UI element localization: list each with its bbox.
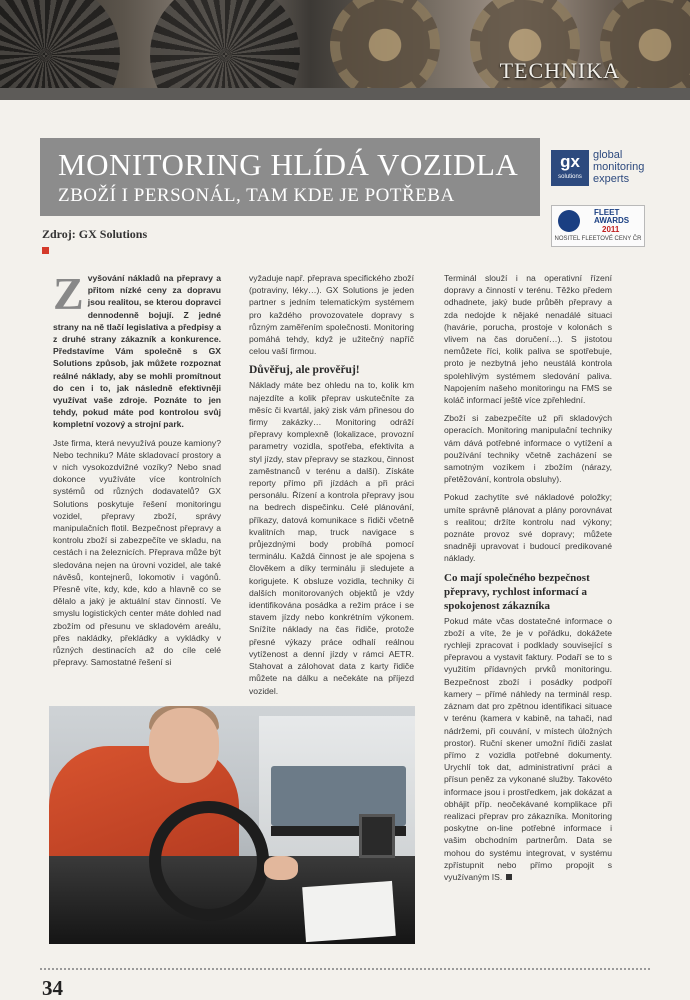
gx-tagline-line2: monitoring [593, 161, 645, 173]
photo-hand [264, 856, 298, 880]
article-title: MONITORING HLÍDÁ VOZIDLA [58, 147, 519, 182]
award-year: 2011 [602, 225, 620, 234]
paragraph-3: Náklady máte bez ohledu na to, kolik km najezdíte a kolik přeprav uskutečníte za měsíc či kvartál, jaký zisk vám přinesou do firmy zakázky… Monitoring odráží přepravy komplexně (lokalizace, provozní parametry vozidla, spotřeba, efektivita a styl jízdy, stav přepravy se stazkou, činnost zaměstnanců v terénu a další). Získáte reporty přímo při jízdách a při práci personálu. Řízení a kontrola přepravy jsou na bedrech dispečinku. Celé plánování, příkazy, datová komunikace s řidiči včetně kvalitních map, truck navigace s průjezdnými body probíhá pomocí terminálu. Každá činnost je ale spojena s člověkem a díky terminálu ji sledujete a korigujete. K obsluze vozidla, techniky či dalších monitorovaných objektů je vždy identifikována posádka a režim práce i se stavem jízdy nebo konkrétním výkonem. Snížíte náklady na čas řidiče, protože přesné výkazy práce odhalí reálnou vytíženost a denní jízdy v rámci AETR. Stahovat a zálohovat data z karty řidiče můžete na dálku a nečekáte na příjezd vozidel. [249, 380, 414, 696]
footer-divider [40, 968, 650, 970]
section-label: TECHNIKA [499, 58, 620, 83]
award-seal-icon [558, 210, 580, 232]
paragraph-5: Zboží si zabezpečíte už při skladových operacích. Monitoring manipulační techniky vám dává potřebné informace o vytížení a používání techniky včetně zacházení se samotným vozíkem i zbožím (nárazy, přetěžování, kontrola obsluhy). [444, 413, 612, 485]
award-line1: FLEET [594, 208, 620, 217]
column-1 [53, 268, 221, 675]
photo-driver-head [149, 708, 219, 783]
photo-terminal-screen [359, 814, 395, 858]
paragraph-6: Pokud zachytíte své nákladové položky; umíte správně plánovat a plány porovnávat s realitou; držíte kontrolu nad výkony; poznáte provoz své dopravy; můžete snadněji upravovat i budoucí predikované náklady. [444, 492, 612, 564]
gx-logo [551, 150, 589, 186]
paragraph-4: Terminál slouží i na operativní řízení dopravy a činností v terénu. Těžko předem odhadnete, jaký bude průběh přepravy a zda nedojde k nějaké nenadálé situaci (havárie, porucha, prostoje v kolonách s vlivem na čas doručení…). S jistotou nemůžete říci, kolik paliva se spotřebuje, proto je nezbytná jeho neustálá kontrola spolehlivým systémem sledování paliva. Napojením našeho monitoringu na FMS se koláč informací ještě více zpřehlední. [444, 273, 612, 406]
gear-image [330, 0, 440, 88]
article-source: Zdroj: GX Solutions [42, 227, 148, 241]
paragraph-2: vyžaduje např. přeprava specifického zboží (potraviny, léky…). GX Solutions je jeden partner s jedním telematickým systémem pro každého provozovatele dopravy s různým zaměřením společnosti. Monitoring pomáhá tehdy, když je užitečný napříč celou vaší firmou. [249, 273, 414, 357]
drop-cap: Z [53, 268, 84, 319]
gx-logo-mark: gx [560, 152, 580, 171]
award-line2: AWARDS [594, 216, 630, 225]
column-3 [444, 272, 612, 889]
lead-paragraph [53, 268, 221, 431]
gx-tagline-line1: global [593, 149, 623, 161]
award-caption: NOSITEL FLEETOVÉ CENY ČR [554, 236, 642, 242]
subheading-2: Co mají společného bezpečnost přepravy, rychlost informací a spokojenost zákazníka [444, 571, 590, 612]
lead-text: vyšování nákladů na přepravy a přitom nízké ceny za dopravu jsou realitou, se kterou dopravci dennodenně bojují. Z jedné strany na ně tlačí legislativa a předpisy a z druhé strany zákazník a konkurence. Představíme Vám společně s GX Solutions způsob, jak můžete rozpoznat reálné náklady, aby se mohli promítnout do cen i to, jak následně efektivněji využívat vaše zdroje. Poznáte to jen tehdy, pokud máte pod kontrolou svůj kompletní vozový a strojní park. [53, 273, 221, 430]
banner-strip [0, 88, 690, 100]
article-subtitle: ZBOŽÍ I PERSONÁL, TAM KDE JE POTŘEBA [58, 185, 455, 206]
end-mark [506, 874, 512, 880]
photo-steering-wheel [149, 801, 269, 921]
paragraph-7-text: Pokud máte včas dostatečné informace o zboží a víte, že je v pořádku, dokážete rychleji zpracovat i podklady související s přepravou a vystavit faktury. Podaří se to s využitím přídavných prvků monitoringu. Bezpečnost zboží i posádky podpoří kamery – přímé náhledy na terminál resp. záznam dat pro zpětnou identifikaci situace v terénu (kamera v kabině, na tahači, nad nádržemi, při couvání, v místech úložných prostor). Ruční skener umožní řidiči zaslat přímo z vozidla potřebné dokumenty. Urychlí tok dat, administrativní práci a přísun peněz za vykonané služby. Takovéto informace jsou i prostředkem, jak dokázat a obhájit příp. neočekávané komplikace při realizaci přeprav pro zákazníka. Monitoring poskytne on-line potřebné informace i vašim obchodním partnerům. Data se mohou do systému integrovat, v systému zpřístupnit nebo přímo propojit s využívaným IS. [444, 615, 612, 882]
photo-document [302, 881, 396, 942]
award-title [594, 209, 629, 225]
title-box [40, 138, 540, 216]
page-number: 34 [42, 976, 63, 1000]
header-banner [0, 0, 690, 88]
gx-tagline-line3: experts [593, 173, 630, 185]
tire-image-2 [150, 0, 300, 88]
red-square-marker [42, 247, 49, 254]
gx-tagline [593, 149, 644, 185]
gx-logo-sub: solutions [558, 174, 582, 180]
paragraph-1: Jste firma, která nevyužívá pouze kamiony? Nebo techniku? Máte skladovací prostory a v nich vysokozdvižné vozíky? Nebo snad dokonce využíváte více kontrolních systémů od různých dodavatelů? GX Solutions poskytuje řešení monitoringu vozidel, přepravy zboží, správy manipulačních flotil. Bezpečnost přepravy a kontrolu zboží si zabezpečíte ve skladu, na cestách i na železnicích. Přeprava může být sledována nejen na úrovni vozidel, ale také návěsů, kontejnerů, lokomotiv i vagónů. Přesně víte, kdy, kde, kdo a hlavně co se dělalo a jaký je aktuální stav činností. Ve smyslu logistických center máte dohled nad zbožím od přesunu ve skladovém areálu, přes nakládky, překládky a vykládky v různých destinacích až do cíle celé přepravy. Samostatné řešení si [53, 437, 221, 668]
column-2 [249, 272, 414, 703]
paragraph-7 [444, 615, 612, 883]
driver-photo [49, 706, 415, 944]
tire-image [0, 0, 120, 88]
subheading-1: Důvěřuj, ale prověřuj! [249, 364, 360, 377]
